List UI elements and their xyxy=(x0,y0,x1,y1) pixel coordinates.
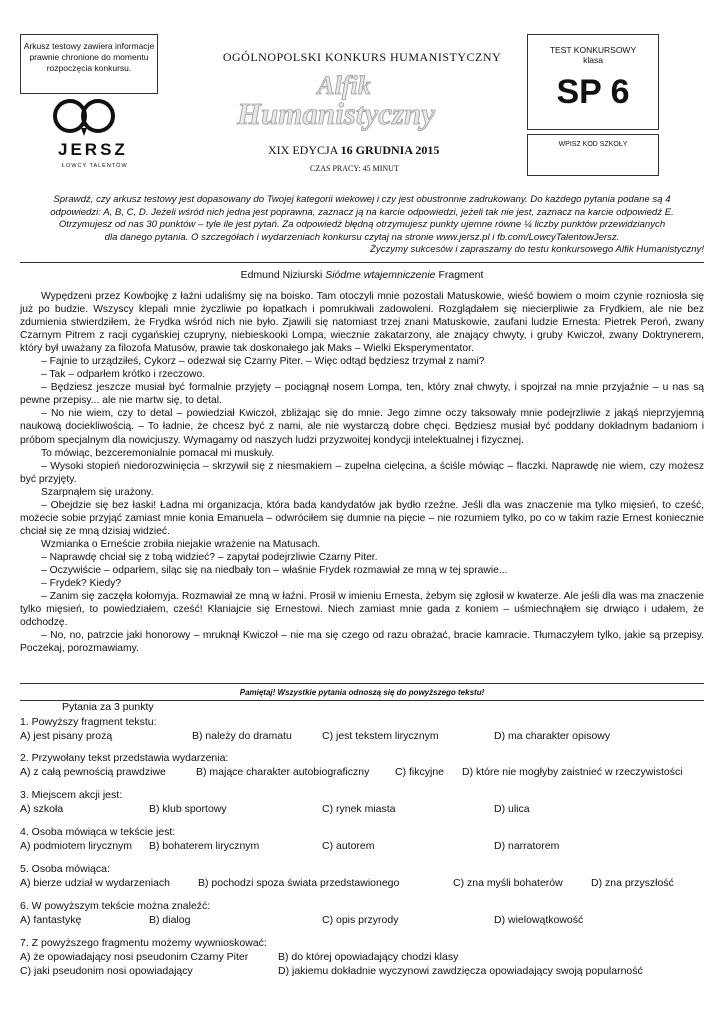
answer-option: B) bohaterem lirycznym xyxy=(149,840,260,852)
text-author: Edmund Niziurski xyxy=(240,269,323,281)
text-title xyxy=(20,269,704,281)
jersz-logo-text: JERSZ xyxy=(58,140,128,159)
story-paragraph: Szarpnąłem się urażony. xyxy=(41,486,154,498)
category-code: SP 6 xyxy=(556,73,630,111)
story-paragraph: Wzmianka o Erneście zrobiła niejakie wrażenie na Matusach. xyxy=(41,538,321,550)
question xyxy=(20,788,704,816)
answer-option: A) bierze udział w wydarzeniach xyxy=(20,877,170,889)
answer-option: C) jaki pseudonim nosi opowiadający xyxy=(20,965,193,977)
story-paragraph: – Oczywiście – odparłem, siląc się na niedbały ton – właśnie Frydek rozmawiał ze mną w tej sprawie... xyxy=(41,564,508,576)
answer-option: C) zna myśli bohaterów xyxy=(453,877,563,889)
answer-option: C) opis przyrody xyxy=(322,914,399,926)
story-paragraph: To mówiąc, bezceremonialnie pomacał mi muskuły. xyxy=(41,447,275,459)
answer-option: A) że opowiadający nosi pseudonim Czarny Piter xyxy=(20,951,249,963)
question xyxy=(20,751,704,779)
brand-line-1: Alfik xyxy=(317,71,371,100)
test-label: TEST KONKURSOWY xyxy=(549,45,637,55)
story-paragraph: Wypędzeni przez Kowbojkę z łaźni udaliśmy się na boisko. Tam otoczyli mnie pozostali Matuskowie, wieść bowiem o moim czynie rozniosła się już po budzie. Wszyscy klepali mnie życzliwie po łopatkach i pomrukiwali zadowoleni. Rozglądałem się niecierpliwie za Frydkiem, ale nie bez zdumienia stwierdziłem, że Frydka wśród nich nie było. Zjawili się natomiast trzej znani Matuskowie, zaufani ludzie Ernesta: Pietrek Peroń, zwany Czarnym Pitrem z racji cygańskiej czupryny, niebieskooki Lompa, wiecznie zakatarzony, ale znający chwyty, i gruby Kwiczoł, zwany Doktrynerem, który był uważany za filozofa Matusów, prawie tak doskonałego jak Maks – Wielki Eksperymentator. xyxy=(20,291,704,355)
answer-option: C) rynek miasta xyxy=(322,803,396,815)
answer-option: A) szkoła xyxy=(20,803,64,815)
question xyxy=(20,862,704,890)
answer-option: A) podmiotem lirycznym xyxy=(20,840,133,852)
question xyxy=(20,825,704,853)
question-stem: 6. W powyższym tekście można znaleźć: xyxy=(20,900,211,912)
question-stem: 3. Miejscem akcji jest: xyxy=(20,789,123,801)
instruction-line: Otrzymujesz od nas 30 punktów – tyle ile jest pytań. Za odpowiedź błędną otrzymujesz punkty ujemne równe ¼ liczby punktów przewidzianych xyxy=(58,219,666,230)
answer-option: B) mające charakter autobiograficzny xyxy=(196,766,370,778)
work-time: CZAS PRACY: 45 MINUT xyxy=(310,164,399,173)
answer-option: C) autorem xyxy=(322,840,375,852)
answer-option: D) narratorem xyxy=(494,840,560,852)
story-paragraph: – Naprawdę chciał się z tobą widzieć? – zapytał podejrzliwie Czarny Piter. xyxy=(41,551,378,563)
instruction-line: dla danego pytania. O szczegółach i wydarzeniach konkursu czytaj na stronie www.jersz.pl i fb.com/LowcyTalentowJersz. xyxy=(104,231,620,243)
owl-logo-icon xyxy=(50,98,120,138)
instruction-line: Życzymy sukcesów i zapraszamy do testu konkursowego Alfik Humanistyczny! xyxy=(370,244,704,255)
instruction-line: odpowiedzi: A, B, C, D. Jeżeli wśród nich jedna jest poprawna, zaznacz ją na karcie odpowiedzi, jeżeli tak nie jest, zaznacz na karcie odpowiedź E. xyxy=(50,206,674,218)
brand-line-2: Humanistyczny xyxy=(236,96,436,131)
class-label: klasa xyxy=(583,55,603,65)
contest-title: OGÓLNOPOLSKI KONKURS HUMANISTYCZNY xyxy=(222,50,502,64)
school-code-box[interactable] xyxy=(527,134,659,176)
answer-option: B) do której opowiadający chodzi klasy xyxy=(278,951,459,963)
story-paragraph: – Obejdzie się bez łaski! Ładna mi organizacja, która bada kandydatów jak bydło rzeźne. Jeśli dla was znaczenie ma tylko mięsień, to cześć, możecie sobie przyjąć zamiast mnie konia Emanuela – odwróciłem się dumnie na pięcie – nie rozumiem tylko, po co w takim razie Ernest koniecznie chciał się ze mną dzisiaj widzieć. xyxy=(20,499,704,537)
answer-option: B) dialog xyxy=(149,914,191,926)
instruction-line: Sprawdź, czy arkusz testowy jest dopasowany do Twojej kategorii wiekowej i czy jest obustronnie zadrukowany. Do każdego pytania podane są 4 xyxy=(53,194,671,205)
answer-option: A) fantastykę xyxy=(20,914,82,926)
attention-note: Pamiętaj! Wszystkie pytania odnoszą się do powyższego tekstu! xyxy=(239,688,485,697)
question-stem: 1. Powyższy fragment tekstu: xyxy=(20,716,157,728)
instructions xyxy=(20,194,704,257)
legal-notice-box xyxy=(20,34,158,94)
question-stem: 2. Przywołany tekst przedstawia wydarzenia: xyxy=(20,752,229,764)
test-category-box xyxy=(527,34,659,130)
question-stem: 4. Osoba mówiąca w tekście jest: xyxy=(20,826,176,838)
answer-option: C) fikcyjne xyxy=(395,766,445,778)
text-fragment-label: Fragment xyxy=(438,269,484,281)
legal-notice-text: Arkusz testowy zawiera informacje prawnie chronione do momentu rozpoczęcia konkursu. xyxy=(23,41,155,73)
story-paragraph: – No nie wiem, czy to detal – powiedział Kwiczoł, zbliżając się do mnie. Jego zimne oczy taksowały mnie podejrzliwie z jakąś nieprzyjemną naukową dociekliwością. – To ładnie, że chcesz być z nami, ale nie wystarczą dobre chęci. Będziesz musiał być poddany dokładnym badaniom i próbom specjalnym dla nowicjuszy. Wymagamy od naszych ludzi przyzwoitej kondycji intelektualnej i fizycznej. xyxy=(20,408,704,446)
answer-option: D) ulica xyxy=(494,803,530,815)
question-stem: 7. Z powyższego fragmentu możemy wywnioskować: xyxy=(20,937,267,949)
story-paragraph: – Będziesz jeszcze musiał być formalnie przyjęty – pociągnął nosem Lompa, ten, który znał chwyty, i spojrzał na mnie przyjaźnie – u nas są pewne przepisy... ale nie martw się, to detal. xyxy=(20,382,704,407)
edition-date: 16 GRUDNIA 2015 xyxy=(340,143,440,157)
story-text xyxy=(20,290,704,655)
jersz-logo-subtitle: ŁOWCY TALENTÓW xyxy=(62,163,128,169)
edition-line xyxy=(268,143,439,158)
question xyxy=(20,715,704,743)
story-paragraph: – Fajnie to urządziłeś, Cykorz – odezwał się Czarny Piter. – Więc odtąd będziesz trzymał z nami? xyxy=(41,356,485,368)
school-code-label: WPISZ KOD SZKOŁY xyxy=(558,141,628,148)
edition-number: XIX EDYCJA xyxy=(268,143,338,157)
answer-option: D) wielowątkowość xyxy=(494,914,584,926)
answer-option: C) jest tekstem lirycznym xyxy=(322,730,439,742)
divider xyxy=(20,683,704,684)
story-paragraph: – No, no, patrzcie jaki honorowy – mruknął Kwiczoł – nie ma się czego od razu obrażać, bracie kamracie. Tłumaczyłem tylko, jakie są przepisy. Poczekaj, porozmawiamy. xyxy=(20,630,704,655)
text-work: Siódme wtajemniczenie xyxy=(325,269,436,281)
answer-option: D) które nie mogłyby zaistnieć w rzeczywistości xyxy=(462,766,683,778)
answer-option: D) ma charakter opisowy xyxy=(494,730,611,742)
answer-option: B) pochodzi spoza świata przedstawionego xyxy=(198,877,400,889)
question-stem: 5. Osoba mówiąca: xyxy=(20,863,110,875)
divider xyxy=(20,262,704,263)
answer-option: A) jest pisany prozą xyxy=(20,730,113,742)
story-paragraph: – Wysoki stopień niedorozwinięcia – skrzywił się z niesmakiem – zupełna cielęcina, a ściśle mówiąc – flaczki. Naprawdę nie wiem, czy możesz być przyjęty. xyxy=(20,460,704,485)
answer-option: B) należy do dramatu xyxy=(192,730,292,742)
questions-header: Pytania za 3 punkty xyxy=(62,701,154,713)
story-paragraph: – Frydek? Kiedy? xyxy=(41,578,122,590)
answer-option: B) klub sportowy xyxy=(149,803,227,815)
story-paragraph: – Zanim się zaczęła kołomyja. Rozmawiał ze mną w łaźni. Prosił w imieniu Ernesta, żebym się zgłosił w kwaterze. Ale jeśli dla was ma znaczenie tylko mięsień, to powiedziałem, cześć! Kłaniajcie się Ernestowi. Niech zamiast mnie gada z koniem – uśmiechnąłem się drwiąco i udałem, że odchodzę. xyxy=(20,591,704,629)
answer-option: D) zna przyszłość xyxy=(591,877,674,889)
answer-option: A) z całą pewnością prawdziwe xyxy=(20,766,166,778)
story-paragraph: – Tak – odparłem krótko i rzeczowo. xyxy=(41,369,206,381)
question xyxy=(20,936,704,978)
answer-option: D) jakiemu dokładnie wyczynowi zawdzięcza opowiadający swoją popularność xyxy=(278,965,643,977)
alfik-brand-logo xyxy=(226,68,446,134)
question xyxy=(20,899,704,927)
